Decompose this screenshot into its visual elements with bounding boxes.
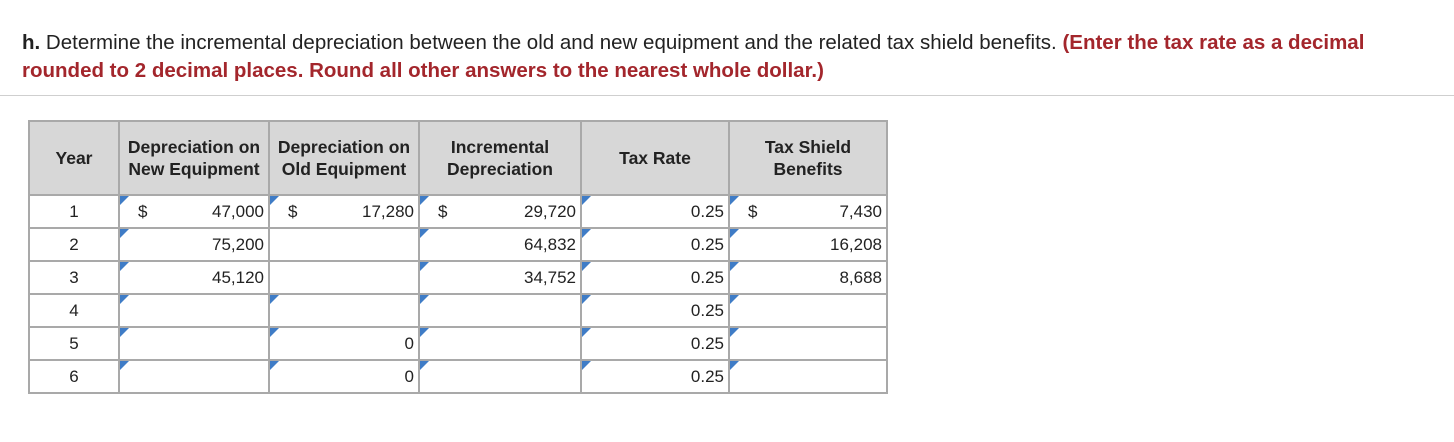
table-row <box>29 195 887 228</box>
tax-shield-input[interactable] <box>729 360 887 393</box>
tax-shield-input[interactable] <box>729 294 887 327</box>
dep-old-value: 17,280 <box>362 201 414 221</box>
question-text <box>22 29 1442 85</box>
dep-new-value: 47,000 <box>212 201 264 221</box>
incremental-input[interactable] <box>419 294 581 327</box>
tax-shield-input[interactable] <box>729 327 887 360</box>
incremental-input[interactable] <box>419 195 581 228</box>
dep-new-input[interactable] <box>119 360 269 393</box>
header-tax-rate: Tax Rate <box>581 121 729 195</box>
dep-old-input[interactable] <box>269 261 419 294</box>
dep-old-input[interactable] <box>269 195 419 228</box>
tax-shield-value: 16,208 <box>830 234 882 254</box>
depreciation-table <box>28 120 888 394</box>
tax-shield-value: 7,430 <box>839 201 882 221</box>
tax-rate-input[interactable] <box>581 327 729 360</box>
dep-new-value: 75,200 <box>212 234 264 254</box>
header-dep-new: Depreciation on New Equipment <box>119 121 269 195</box>
dep-new-input[interactable] <box>119 261 269 294</box>
year-cell: 1 <box>29 195 119 228</box>
year-cell: 5 <box>29 327 119 360</box>
tax-shield-input[interactable] <box>729 261 887 294</box>
tax-rate-input[interactable] <box>581 294 729 327</box>
incremental-input[interactable] <box>419 327 581 360</box>
table-row <box>29 327 887 360</box>
header-incremental: Incremental Depreciation <box>419 121 581 195</box>
dep-old-input[interactable] <box>269 294 419 327</box>
table-row <box>29 261 887 294</box>
incremental-input[interactable] <box>419 228 581 261</box>
year-cell: 3 <box>29 261 119 294</box>
dep-old-value: 0 <box>404 333 414 353</box>
table-row <box>29 294 887 327</box>
divider <box>0 95 1454 96</box>
incremental-value: 64,832 <box>524 234 576 254</box>
year-cell: 2 <box>29 228 119 261</box>
tax-rate-value: 0.25 <box>690 333 724 353</box>
dep-new-input[interactable] <box>119 294 269 327</box>
dep-old-input[interactable] <box>269 360 419 393</box>
tax-rate-value: 0.25 <box>690 201 724 221</box>
dep-new-input[interactable] <box>119 228 269 261</box>
header-row <box>29 121 887 195</box>
year-cell: 4 <box>29 294 119 327</box>
table-row <box>29 360 887 393</box>
incremental-input[interactable] <box>419 261 581 294</box>
header-year: Year <box>29 121 119 195</box>
tax-shield-input[interactable] <box>729 195 887 228</box>
year-cell: 6 <box>29 360 119 393</box>
dep-old-value: 0 <box>404 366 414 386</box>
header-dep-old: Depreciation on Old Equipment <box>269 121 419 195</box>
table-row <box>29 228 887 261</box>
currency-symbol: $ <box>288 201 298 221</box>
tax-rate-input[interactable] <box>581 360 729 393</box>
incremental-value: 29,720 <box>524 201 576 221</box>
tax-rate-input[interactable] <box>581 261 729 294</box>
tax-shield-value: 8,688 <box>839 267 882 287</box>
tax-rate-value: 0.25 <box>690 366 724 386</box>
currency-symbol: $ <box>138 201 148 221</box>
currency-symbol: $ <box>748 201 758 221</box>
question-letter: h. <box>22 31 41 54</box>
tax-shield-input[interactable] <box>729 228 887 261</box>
tax-rate-value: 0.25 <box>690 300 724 320</box>
question-body: Determine the incremental depreciation between the old and new equipment and the related tax shield benefits. <box>40 31 1063 54</box>
dep-new-input[interactable] <box>119 195 269 228</box>
tax-rate-value: 0.25 <box>690 234 724 254</box>
tax-rate-value: 0.25 <box>690 267 724 287</box>
tax-rate-input[interactable] <box>581 228 729 261</box>
dep-old-input[interactable] <box>269 327 419 360</box>
incremental-value: 34,752 <box>524 267 576 287</box>
dep-old-input[interactable] <box>269 228 419 261</box>
dep-new-value: 45,120 <box>212 267 264 287</box>
tax-rate-input[interactable] <box>581 195 729 228</box>
dep-new-input[interactable] <box>119 327 269 360</box>
currency-symbol: $ <box>438 201 448 221</box>
incremental-input[interactable] <box>419 360 581 393</box>
header-tax-shield: Tax Shield Benefits <box>729 121 887 195</box>
question-instruction: (Enter the tax rate as a decimal rounded to 2 decimal places. Round all other answers to the nearest whole dollar.) <box>22 31 1365 82</box>
